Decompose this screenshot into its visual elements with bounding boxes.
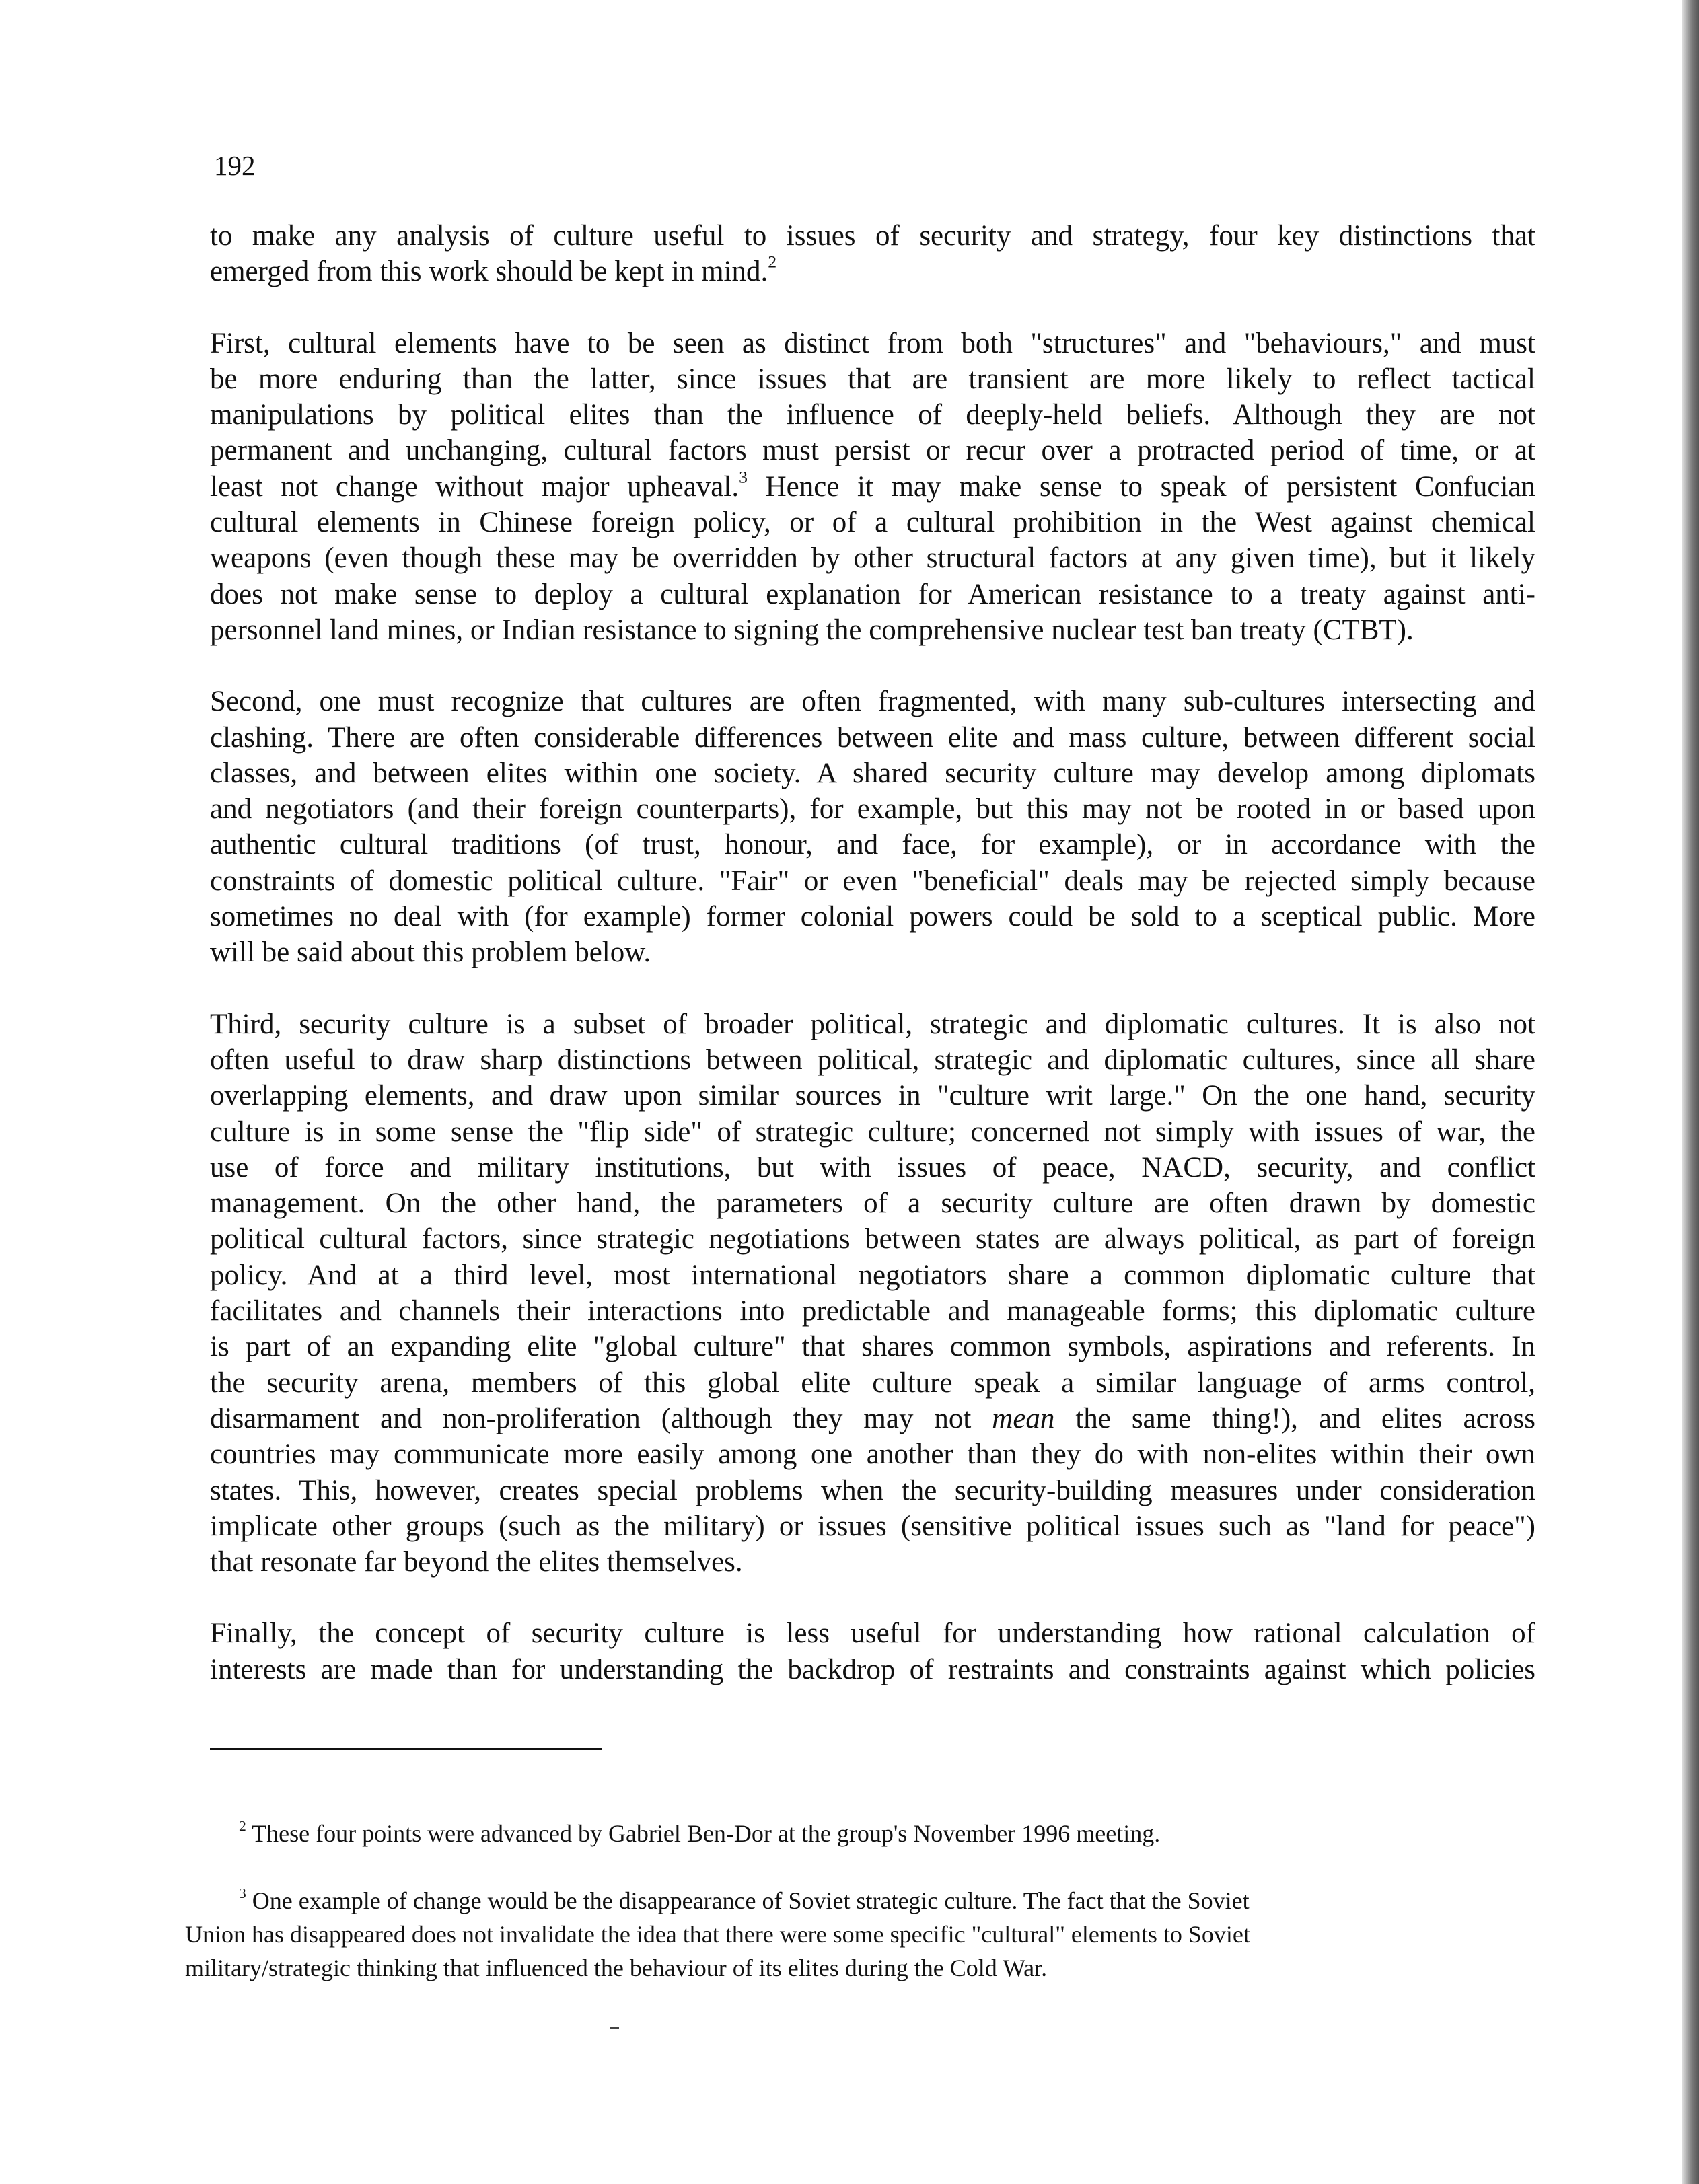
text-line: management. On the other hand, the parameters of a security culture are often drawn by domestic xyxy=(210,1188,1535,1220)
text-line: permanent and unchanging, cultural factors must persist or recur over a protracted period of time, or at xyxy=(210,435,1535,467)
text-line: often useful to draw sharp distinctions between political, strategic and diplomatic cultures, since all share xyxy=(210,1044,1535,1076)
text-line: cultural elements in Chinese foreign policy, or of a cultural prohibition in the West against chemical xyxy=(210,507,1535,539)
text-line: political cultural factors, since strategic negotiations between states are always political, as part of foreign xyxy=(210,1223,1535,1255)
text-line: classes, and between elites within one society. A shared security culture may develop among diplomats xyxy=(210,757,1535,789)
text-line: constraints of domestic political culture. "Fair" or even "beneficial" deals may be rejected simply because xyxy=(210,865,1535,897)
text-line: the security arena, members of this global elite culture speak a similar language of arms control, xyxy=(210,1367,1535,1399)
paragraph-second-distinction xyxy=(210,684,1535,970)
text-line: emerged from this work should be kept in mind.$^2$ xyxy=(210,252,777,288)
text-line: states. This, however, creates special problems when the security-building measures under consideration xyxy=(210,1474,1535,1506)
text-line: overlapping elements, and draw upon similar sources in "culture writ large." On the one hand, security xyxy=(210,1080,1535,1112)
paragraph-first-distinction xyxy=(210,326,1535,649)
scan-edge-shadow xyxy=(1682,0,1699,2184)
text-line: implicate other groups (such as the military) or issues (sensitive political issues such as "land for peace") xyxy=(210,1510,1535,1542)
text-line: First, cultural elements have to be seen as distinct from both "structures" and "behaviours," and must xyxy=(210,327,1535,359)
text-line: to make any analysis of culture useful to issues of security and strategy, four key distinctions that xyxy=(210,220,1535,252)
text-line: authentic cultural traditions (of trust, honour, and face, for example), or in accordance with the xyxy=(210,829,1535,861)
footnote-3 xyxy=(185,1884,1524,1985)
text-line: facilitates and channels their interactions into predictable and manageable forms; this diplomatic culture xyxy=(210,1295,1535,1327)
text-line: weapons (even though these may be overridden by other structural factors at any given time), but it likely xyxy=(210,542,1535,575)
footnote-ref: 3 xyxy=(739,467,748,487)
text-line: Third, security culture is a subset of broader political, strategic and diplomatic cultures. It is also not xyxy=(210,1008,1535,1040)
text-line: interests are made than for understanding the backdrop of restraints and constraints against which policies xyxy=(210,1653,1535,1685)
text-line: culture is in some sense the "flip side" of strategic culture; concerned not simply with issues of war, the xyxy=(210,1116,1535,1148)
text-line: clashing. There are often considerable differences between elite and mass culture, between different social xyxy=(210,721,1535,754)
emphasis-word: mean xyxy=(992,1402,1055,1434)
footnote-marker: 2 xyxy=(239,1817,246,1834)
footnote-divider xyxy=(210,1748,602,1750)
paragraph-fourth-distinction xyxy=(210,1615,1535,1687)
footnote-line: military/strategic thinking that influenced the behaviour of its elites during the Cold War. xyxy=(185,1955,1048,1981)
text-line: least not change without major upheaval.$^3$ Hence it may make sense to speak of persistent Confucian xyxy=(210,467,1535,503)
text-line: and negotiators (and their foreign counterparts), for example, but this may not be rooted in or based upon xyxy=(210,793,1535,826)
footnote-2 xyxy=(185,1817,1524,1850)
text-line: manipulations by political elites than the influence of deeply-held beliefs. Although they are not xyxy=(210,399,1535,431)
scan-mark xyxy=(610,2027,619,2029)
text-line: be more enduring than the latter, since issues that are transient are more likely to reflect tactical xyxy=(210,363,1535,395)
text-line: Second, one must recognize that cultures are often fragmented, with many sub-cultures intersecting and xyxy=(210,686,1535,718)
text-line: does not make sense to deploy a cultural explanation for American resistance to a treaty against anti- xyxy=(210,578,1535,610)
page-number: 192 xyxy=(214,150,256,181)
text-line: use of force and military institutions, but with issues of peace, NACD, security, and conflict xyxy=(210,1151,1535,1184)
footnote-ref: 2 xyxy=(768,252,777,272)
paragraph-continuation xyxy=(210,218,1535,290)
text-line: disarmament and non-proliferation (although they may not mean the same thing!), and elites across xyxy=(210,1402,1535,1434)
footnote-line: Union has disappeared does not invalidate the idea that there were some specific "cultural" elements to Soviet xyxy=(185,1921,1250,1948)
text-line: that resonate far beyond the elites themselves. xyxy=(210,1546,743,1578)
footnotes xyxy=(185,1817,1524,2018)
footnote-line: $^2$ These four points were advanced by Gabriel Ben-Dor at the group's November 1996 meeting. xyxy=(239,1817,1161,1847)
text-line: personnel land mines, or Indian resistance to signing the comprehensive nuclear test ban treaty (CTBT). xyxy=(210,614,1414,646)
footnote-line: $^3$ One example of change would be the disappearance of Soviet strategic culture. The fact that the Soviet xyxy=(239,1885,1250,1914)
body-text xyxy=(210,218,1535,1723)
text-line: sometimes no deal with (for example) former colonial powers could be sold to a sceptical public. More xyxy=(210,901,1535,933)
text-line: policy. And at a third level, most international negotiators share a common diplomatic culture that xyxy=(210,1259,1535,1291)
text-line: Finally, the concept of security culture is less useful for understanding how rational calculation of xyxy=(210,1617,1535,1650)
text-line: is part of an expanding elite "global culture" that shares common symbols, aspirations and referents. In xyxy=(210,1331,1535,1363)
text-line: will be said about this problem below. xyxy=(210,937,651,969)
paragraph-third-distinction xyxy=(210,1007,1535,1580)
text-line: countries may communicate more easily among one another than they do with non-elites within their own xyxy=(210,1439,1535,1471)
footnote-marker: 3 xyxy=(239,1885,246,1901)
